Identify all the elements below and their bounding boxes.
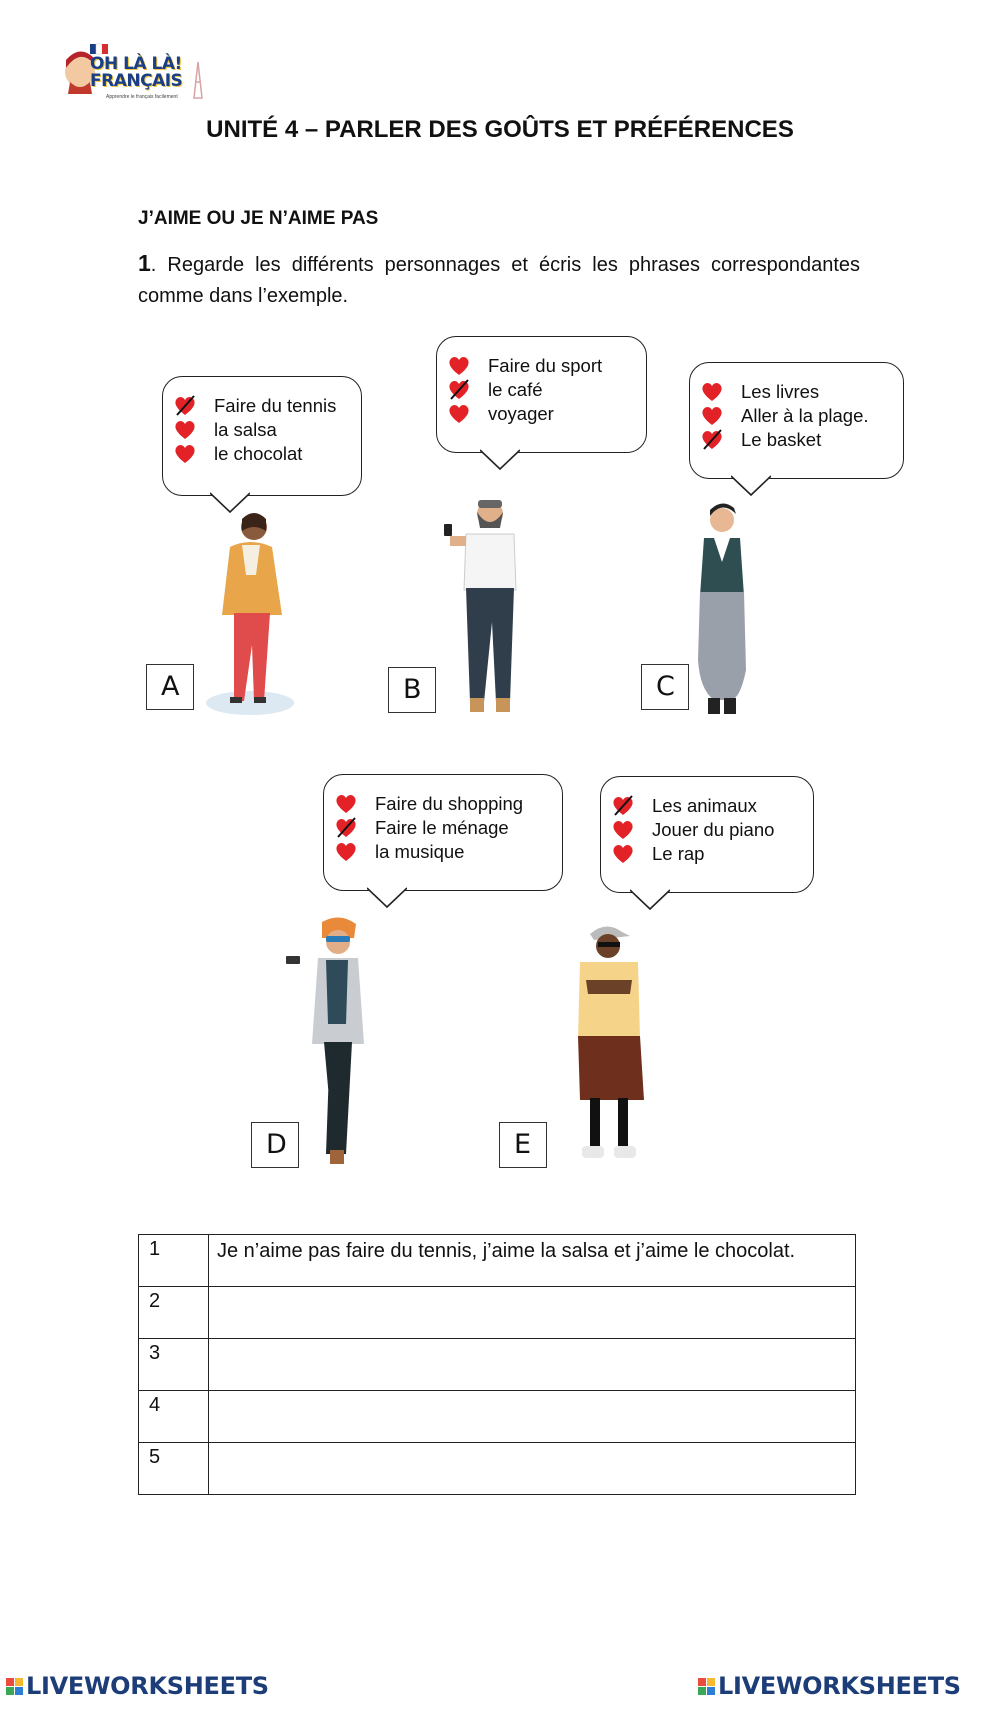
liveworksheets-logo-right — [698, 1672, 961, 1700]
table-row — [139, 1443, 856, 1495]
table-row — [139, 1391, 856, 1443]
heart-icon — [701, 381, 723, 403]
bubble-item-text: Le rap — [652, 843, 705, 864]
table-row — [139, 1287, 856, 1339]
heart-icon — [448, 355, 470, 377]
row-number: 2 — [139, 1287, 209, 1339]
instruction — [138, 248, 860, 312]
heart-icon — [448, 403, 470, 425]
bubble-tail — [367, 887, 407, 909]
crossed-heart-icon — [335, 817, 357, 839]
bubble-item-text: Faire du sport — [488, 355, 603, 376]
bubble-tail — [731, 475, 771, 497]
footer-brand: LIVEWORKSHEETS — [718, 1672, 961, 1700]
heart-icon — [174, 443, 196, 465]
footer-brand: LIVEWORKSHEETS — [26, 1672, 269, 1700]
row-number: 5 — [139, 1443, 209, 1495]
heart-icon — [335, 793, 357, 815]
heart-icon — [612, 819, 634, 841]
answers-table — [138, 1234, 856, 1495]
crossed-heart-icon — [612, 795, 634, 817]
answer-cell[interactable] — [209, 1391, 856, 1443]
table-row — [139, 1235, 856, 1287]
letter-box-a: A — [146, 664, 194, 710]
bubble-tail — [480, 449, 520, 471]
bubble-item-text: voyager — [488, 403, 554, 424]
bubble-item-text: Les animaux — [652, 795, 757, 816]
letter-box-d: D — [251, 1122, 299, 1168]
crossed-heart-icon — [701, 429, 723, 451]
person-a-illustration — [200, 505, 300, 715]
bubble-item-text: Aller à la plage. — [741, 405, 869, 426]
instruction-text: . Regarde les différents personnages et écris les phrases correspondantes comme dans l’exemple. — [138, 254, 860, 307]
heart-icon — [701, 405, 723, 427]
page-title: UNITÉ 4 – PARLER DES GOÛTS ET PRÉFÉRENCES — [206, 116, 794, 143]
logo-wordmark — [90, 56, 182, 90]
letter-box-c: C — [641, 664, 689, 710]
bubble-item-text: Le basket — [741, 429, 822, 450]
person-c-illustration — [682, 500, 762, 718]
answer-cell[interactable]: Je n’aime pas faire du tennis, j’aime la salsa et j’aime le chocolat. — [209, 1235, 856, 1287]
row-number: 1 — [139, 1235, 209, 1287]
bubble-item-text: Faire le ménage — [375, 817, 509, 838]
bubble-item-text: Jouer du piano — [652, 819, 775, 840]
answer-cell[interactable] — [209, 1287, 856, 1339]
instruction-number: 1 — [138, 250, 151, 276]
heart-icon — [612, 843, 634, 865]
crossed-heart-icon — [448, 379, 470, 401]
person-b-illustration — [440, 492, 530, 720]
bubble-tail — [630, 889, 670, 911]
liveworksheets-logo-left — [6, 1672, 269, 1700]
heart-icon — [174, 419, 196, 441]
crossed-heart-icon — [174, 395, 196, 417]
liveworksheets-icon — [698, 1678, 715, 1695]
answer-cell[interactable] — [209, 1339, 856, 1391]
bubble-item-text: le chocolat — [214, 443, 303, 464]
logo-line2: FRANÇAIS — [90, 71, 183, 91]
row-number: 3 — [139, 1339, 209, 1391]
letter-box-b: B — [388, 667, 436, 713]
logo-tagline: Apprendre le français facilement — [106, 94, 178, 100]
bubble-item-text: la musique — [375, 841, 465, 862]
person-e-illustration — [560, 920, 660, 1168]
liveworksheets-icon — [6, 1678, 23, 1695]
table-row — [139, 1339, 856, 1391]
answer-cell[interactable] — [209, 1443, 856, 1495]
heart-icon — [335, 841, 357, 863]
bubble-item-text: le café — [488, 379, 543, 400]
bubble-item-text: Faire du tennis — [214, 395, 337, 416]
bubble-item-text: Faire du shopping — [375, 793, 524, 814]
letter-box-e: E — [499, 1122, 547, 1168]
bubble-item-text: Les livres — [741, 381, 820, 402]
logo-line1: OH LÀ LÀ! — [90, 54, 182, 74]
logo — [62, 42, 212, 110]
row-number: 4 — [139, 1391, 209, 1443]
section-heading: J’AIME OU JE N’AIME PAS — [138, 208, 379, 229]
bubble-item-text: la salsa — [214, 419, 277, 440]
